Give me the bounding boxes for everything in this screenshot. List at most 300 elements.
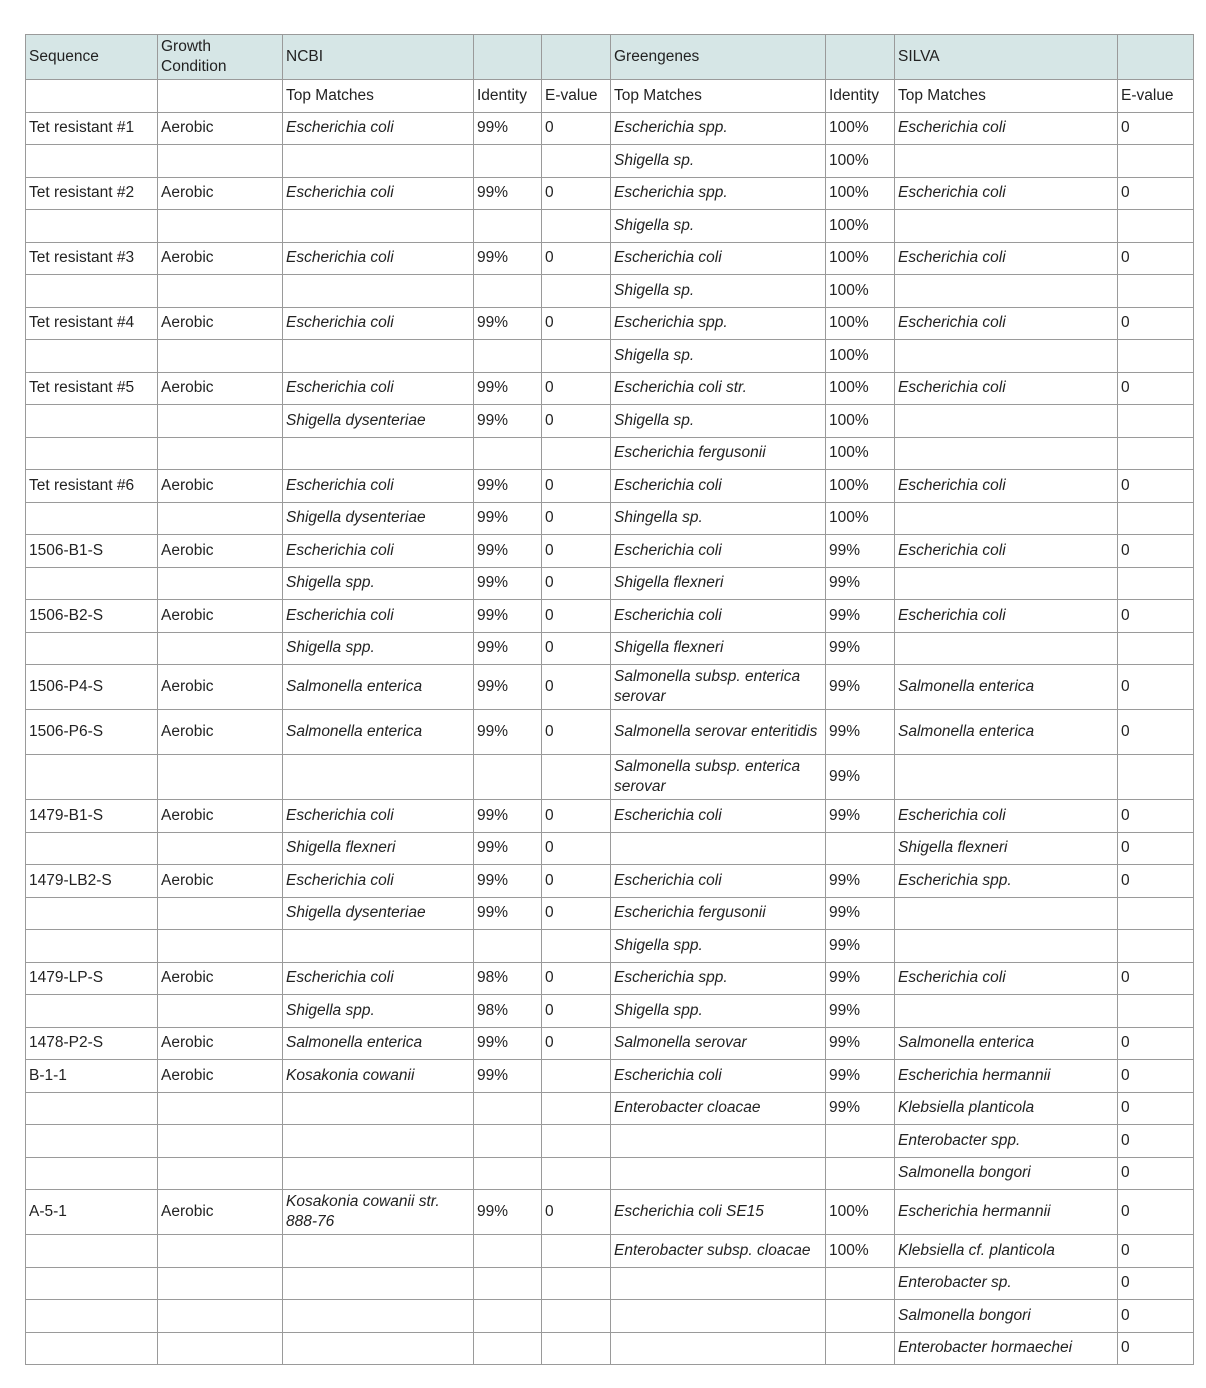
- growth-condition-cell: Aerobic: [158, 307, 283, 340]
- table-row: [26, 755, 1194, 800]
- table-row: [26, 1300, 1194, 1333]
- ncbi-evalue-cell: 0: [542, 832, 611, 865]
- ncbi-evalue-cell: [542, 1060, 611, 1093]
- table-row: [26, 1267, 1194, 1300]
- greengenes-match-cell: Escherichia spp.: [611, 177, 826, 210]
- sequence-cell: 1478-P2-S: [26, 1027, 158, 1060]
- sequence-cell: [26, 567, 158, 600]
- greengenes-identity-cell: 99%: [826, 897, 895, 930]
- table-row: [26, 930, 1194, 963]
- growth-condition-cell: [158, 930, 283, 963]
- table-row: [26, 1157, 1194, 1190]
- subheader-blank: [158, 80, 283, 113]
- sequence-cell: [26, 930, 158, 963]
- growth-condition-cell: [158, 210, 283, 243]
- table-row: [26, 665, 1194, 710]
- ncbi-match-cell: Shigella dysenteriae: [283, 897, 474, 930]
- sequence-cell: [26, 1235, 158, 1268]
- silva-match-cell: Enterobacter sp.: [895, 1267, 1118, 1300]
- silva-match-cell: [895, 437, 1118, 470]
- greengenes-identity-cell: [826, 1267, 895, 1300]
- header-greengenes: Greengenes: [611, 35, 826, 80]
- ncbi-identity-cell: [474, 340, 542, 373]
- table-row: [26, 710, 1194, 755]
- silva-evalue-cell: 0: [1118, 470, 1194, 503]
- silva-evalue-cell: 0: [1118, 665, 1194, 710]
- sequence-cell: Tet resistant #2: [26, 177, 158, 210]
- silva-match-cell: Salmonella enterica: [895, 665, 1118, 710]
- silva-evalue-cell: 0: [1118, 1190, 1194, 1235]
- ncbi-evalue-cell: [542, 1332, 611, 1365]
- greengenes-identity-cell: 99%: [826, 567, 895, 600]
- greengenes-match-cell: [611, 1300, 826, 1333]
- growth-condition-cell: [158, 832, 283, 865]
- sequence-cell: [26, 210, 158, 243]
- ncbi-match-cell: Escherichia coli: [283, 800, 474, 833]
- silva-match-cell: [895, 275, 1118, 308]
- greengenes-match-cell: Salmonella subsp. enterica serovar: [611, 665, 826, 710]
- silva-evalue-cell: 0: [1118, 962, 1194, 995]
- greengenes-identity-cell: [826, 1332, 895, 1365]
- greengenes-identity-cell: 100%: [826, 1190, 895, 1235]
- sequence-cell: 1506-B1-S: [26, 535, 158, 568]
- table-row: [26, 865, 1194, 898]
- silva-match-cell: [895, 210, 1118, 243]
- greengenes-identity-cell: 100%: [826, 177, 895, 210]
- greengenes-match-cell: Shingella sp.: [611, 502, 826, 535]
- ncbi-evalue-cell: [542, 1157, 611, 1190]
- greengenes-identity-cell: 100%: [826, 307, 895, 340]
- greengenes-match-cell: Shigella sp.: [611, 145, 826, 178]
- greengenes-identity-cell: 100%: [826, 112, 895, 145]
- header-row: [26, 35, 1194, 80]
- ncbi-evalue-cell: 0: [542, 242, 611, 275]
- ncbi-evalue-cell: [542, 1300, 611, 1333]
- greengenes-identity-cell: 99%: [826, 1092, 895, 1125]
- greengenes-match-cell: Shigella sp.: [611, 275, 826, 308]
- table-row: [26, 405, 1194, 438]
- growth-condition-cell: [158, 437, 283, 470]
- table-row: [26, 145, 1194, 178]
- growth-condition-cell: Aerobic: [158, 865, 283, 898]
- silva-match-cell: Escherichia coli: [895, 470, 1118, 503]
- silva-evalue-cell: 0: [1118, 177, 1194, 210]
- greengenes-identity-cell: 100%: [826, 1235, 895, 1268]
- silva-evalue-cell: 0: [1118, 1332, 1194, 1365]
- sequence-cell: 1506-P4-S: [26, 665, 158, 710]
- growth-condition-cell: [158, 340, 283, 373]
- header-blank: [474, 35, 542, 80]
- sequence-cell: [26, 897, 158, 930]
- table-row: [26, 502, 1194, 535]
- sequence-cell: B-1-1: [26, 1060, 158, 1093]
- growth-condition-cell: [158, 567, 283, 600]
- results-table: [25, 34, 1194, 1365]
- subheader-row: [26, 80, 1194, 113]
- greengenes-identity-cell: 100%: [826, 242, 895, 275]
- ncbi-match-cell: Escherichia coli: [283, 372, 474, 405]
- ncbi-identity-cell: [474, 1092, 542, 1125]
- greengenes-identity-cell: 99%: [826, 600, 895, 633]
- greengenes-identity-cell: [826, 832, 895, 865]
- growth-condition-cell: Aerobic: [158, 1060, 283, 1093]
- greengenes-identity-cell: [826, 1125, 895, 1158]
- silva-match-cell: [895, 995, 1118, 1028]
- greengenes-match-cell: Shigella flexneri: [611, 567, 826, 600]
- ncbi-identity-header: Identity: [474, 80, 542, 113]
- ncbi-match-cell: [283, 275, 474, 308]
- silva-match-cell: [895, 405, 1118, 438]
- ncbi-match-cell: [283, 340, 474, 373]
- sequence-cell: [26, 632, 158, 665]
- growth-condition-cell: [158, 632, 283, 665]
- ncbi-identity-cell: [474, 1157, 542, 1190]
- silva-match-cell: [895, 340, 1118, 373]
- ncbi-evalue-cell: [542, 145, 611, 178]
- sequence-cell: [26, 1092, 158, 1125]
- greengenes-match-cell: Salmonella serovar: [611, 1027, 826, 1060]
- ncbi-evalue-cell: [542, 437, 611, 470]
- sequence-cell: Tet resistant #6: [26, 470, 158, 503]
- greengenes-match-cell: Enterobacter cloacae: [611, 1092, 826, 1125]
- greengenes-match-cell: Escherichia coli: [611, 535, 826, 568]
- silva-match-cell: Escherichia coli: [895, 307, 1118, 340]
- ncbi-identity-cell: [474, 437, 542, 470]
- silva-evalue-cell: 0: [1118, 832, 1194, 865]
- greengenes-match-cell: Shigella sp.: [611, 210, 826, 243]
- growth-condition-cell: [158, 1300, 283, 1333]
- ncbi-identity-cell: 99%: [474, 567, 542, 600]
- silva-match-cell: Escherichia coli: [895, 112, 1118, 145]
- silva-evalue-cell: [1118, 437, 1194, 470]
- table-row: [26, 1060, 1194, 1093]
- ncbi-evalue-cell: 0: [542, 600, 611, 633]
- greengenes-identity-cell: 100%: [826, 340, 895, 373]
- header-blank: [542, 35, 611, 80]
- greengenes-match-cell: Shigella sp.: [611, 405, 826, 438]
- ncbi-match-cell: Escherichia coli: [283, 242, 474, 275]
- ncbi-match-cell: [283, 1125, 474, 1158]
- silva-match-cell: Escherichia hermannii: [895, 1060, 1118, 1093]
- ncbi-evalue-cell: 0: [542, 372, 611, 405]
- sequence-cell: 1479-LP-S: [26, 962, 158, 995]
- growth-condition-cell: [158, 502, 283, 535]
- growth-condition-cell: Aerobic: [158, 1027, 283, 1060]
- ncbi-evalue-cell: [542, 275, 611, 308]
- sequence-cell: Tet resistant #1: [26, 112, 158, 145]
- silva-evalue-cell: 0: [1118, 1235, 1194, 1268]
- ncbi-identity-cell: 99%: [474, 1060, 542, 1093]
- ncbi-match-cell: [283, 1300, 474, 1333]
- table-row: [26, 567, 1194, 600]
- sequence-cell: [26, 340, 158, 373]
- growth-condition-cell: Aerobic: [158, 112, 283, 145]
- greengenes-match-cell: [611, 1157, 826, 1190]
- ncbi-evalue-cell: 0: [542, 567, 611, 600]
- sequence-cell: [26, 437, 158, 470]
- ncbi-identity-cell: [474, 210, 542, 243]
- greengenes-identity-cell: 100%: [826, 210, 895, 243]
- growth-condition-cell: Aerobic: [158, 600, 283, 633]
- ncbi-evalue-cell: [542, 1235, 611, 1268]
- ncbi-identity-cell: [474, 145, 542, 178]
- ncbi-evalue-cell: [542, 340, 611, 373]
- ncbi-evalue-cell: 0: [542, 470, 611, 503]
- ncbi-identity-cell: [474, 930, 542, 963]
- ncbi-evalue-cell: 0: [542, 800, 611, 833]
- ncbi-evalue-cell: [542, 1125, 611, 1158]
- header-ncbi: NCBI: [283, 35, 474, 80]
- silva-match-cell: Escherichia coli: [895, 800, 1118, 833]
- ncbi-match-cell: Salmonella enterica: [283, 710, 474, 755]
- table-row: [26, 307, 1194, 340]
- ncbi-evalue-cell: [542, 1267, 611, 1300]
- silva-evalue-cell: 0: [1118, 1027, 1194, 1060]
- table-row: [26, 437, 1194, 470]
- ncbi-identity-cell: 99%: [474, 710, 542, 755]
- sequence-cell: Tet resistant #5: [26, 372, 158, 405]
- table-row: [26, 372, 1194, 405]
- greengenes-match-cell: Escherichia coli: [611, 470, 826, 503]
- ncbi-evalue-cell: 0: [542, 535, 611, 568]
- table-row: [26, 995, 1194, 1028]
- table-row: [26, 1190, 1194, 1235]
- greengenes-match-cell: Shigella flexneri: [611, 632, 826, 665]
- ncbi-match-cell: Escherichia coli: [283, 112, 474, 145]
- greengenes-identity-header: Identity: [826, 80, 895, 113]
- greengenes-match-cell: Enterobacter subsp. cloacae: [611, 1235, 826, 1268]
- ncbi-identity-cell: 99%: [474, 832, 542, 865]
- greengenes-identity-cell: 100%: [826, 145, 895, 178]
- greengenes-match-cell: [611, 1125, 826, 1158]
- ncbi-evalue-cell: 0: [542, 1027, 611, 1060]
- ncbi-evalue-cell: 0: [542, 307, 611, 340]
- table-row: [26, 535, 1194, 568]
- ncbi-identity-cell: [474, 1125, 542, 1158]
- sequence-cell: [26, 502, 158, 535]
- sequence-cell: 1506-B2-S: [26, 600, 158, 633]
- silva-evalue-cell: 0: [1118, 372, 1194, 405]
- ncbi-evalue-cell: [542, 210, 611, 243]
- ncbi-identity-cell: [474, 1332, 542, 1365]
- sequence-cell: 1479-LB2-S: [26, 865, 158, 898]
- silva-match-cell: Enterobacter spp.: [895, 1125, 1118, 1158]
- greengenes-identity-cell: 99%: [826, 632, 895, 665]
- growth-condition-cell: [158, 405, 283, 438]
- ncbi-match-cell: [283, 755, 474, 800]
- growth-condition-cell: Aerobic: [158, 470, 283, 503]
- silva-evalue-cell: 0: [1118, 1125, 1194, 1158]
- ncbi-match-cell: Salmonella enterica: [283, 1027, 474, 1060]
- greengenes-identity-cell: 99%: [826, 1027, 895, 1060]
- greengenes-identity-cell: 100%: [826, 405, 895, 438]
- ncbi-identity-cell: 99%: [474, 112, 542, 145]
- ncbi-identity-cell: 99%: [474, 470, 542, 503]
- greengenes-identity-cell: 99%: [826, 535, 895, 568]
- sequence-cell: Tet resistant #4: [26, 307, 158, 340]
- growth-condition-cell: Aerobic: [158, 242, 283, 275]
- ncbi-match-cell: Shigella spp.: [283, 995, 474, 1028]
- silva-match-cell: Escherichia hermannii: [895, 1190, 1118, 1235]
- growth-condition-cell: [158, 755, 283, 800]
- greengenes-match-cell: Escherichia coli SE15: [611, 1190, 826, 1235]
- greengenes-identity-cell: 100%: [826, 470, 895, 503]
- greengenes-match-cell: Shigella spp.: [611, 995, 826, 1028]
- growth-condition-cell: [158, 145, 283, 178]
- greengenes-match-cell: Escherichia coli: [611, 800, 826, 833]
- subheader-blank: [26, 80, 158, 113]
- ncbi-match-cell: Escherichia coli: [283, 177, 474, 210]
- silva-evalue-cell: 0: [1118, 600, 1194, 633]
- silva-match-cell: Escherichia coli: [895, 600, 1118, 633]
- ncbi-identity-cell: [474, 1300, 542, 1333]
- silva-match-cell: Shigella flexneri: [895, 832, 1118, 865]
- ncbi-identity-cell: 99%: [474, 800, 542, 833]
- silva-evalue-cell: 0: [1118, 1092, 1194, 1125]
- silva-match-cell: Escherichia coli: [895, 177, 1118, 210]
- table-row: [26, 1092, 1194, 1125]
- greengenes-identity-cell: 100%: [826, 275, 895, 308]
- header-growth-condition: Growth Condition: [158, 35, 283, 80]
- silva-evalue-cell: 0: [1118, 800, 1194, 833]
- growth-condition-cell: [158, 1092, 283, 1125]
- greengenes-match-cell: Escherichia coli: [611, 1060, 826, 1093]
- ncbi-identity-cell: 99%: [474, 632, 542, 665]
- ncbi-evalue-cell: 0: [542, 962, 611, 995]
- ncbi-identity-cell: [474, 1235, 542, 1268]
- silva-match-cell: Escherichia coli: [895, 242, 1118, 275]
- growth-condition-cell: [158, 995, 283, 1028]
- silva-evalue-cell: 0: [1118, 1267, 1194, 1300]
- silva-match-cell: Salmonella enterica: [895, 710, 1118, 755]
- greengenes-identity-cell: 99%: [826, 1060, 895, 1093]
- greengenes-match-cell: Escherichia coli: [611, 600, 826, 633]
- table-row: [26, 1235, 1194, 1268]
- greengenes-top-matches-header: Top Matches: [611, 80, 826, 113]
- ncbi-identity-cell: 99%: [474, 535, 542, 568]
- ncbi-match-cell: [283, 210, 474, 243]
- silva-match-cell: Escherichia spp.: [895, 865, 1118, 898]
- sequence-cell: [26, 1300, 158, 1333]
- ncbi-top-matches-header: Top Matches: [283, 80, 474, 113]
- silva-evalue-cell: 0: [1118, 535, 1194, 568]
- silva-match-cell: [895, 930, 1118, 963]
- silva-evalue-cell: 0: [1118, 307, 1194, 340]
- silva-match-cell: Enterobacter hormaechei: [895, 1332, 1118, 1365]
- greengenes-match-cell: Escherichia spp.: [611, 307, 826, 340]
- silva-evalue-cell: [1118, 755, 1194, 800]
- sequence-cell: [26, 1157, 158, 1190]
- ncbi-identity-cell: 99%: [474, 177, 542, 210]
- table-row: [26, 600, 1194, 633]
- sequence-cell: [26, 405, 158, 438]
- greengenes-match-cell: Escherichia fergusonii: [611, 437, 826, 470]
- ncbi-identity-cell: 99%: [474, 865, 542, 898]
- sequence-cell: A-5-1: [26, 1190, 158, 1235]
- silva-evalue-cell: 0: [1118, 112, 1194, 145]
- ncbi-match-cell: Escherichia coli: [283, 470, 474, 503]
- greengenes-identity-cell: 100%: [826, 372, 895, 405]
- silva-match-cell: [895, 632, 1118, 665]
- greengenes-match-cell: [611, 1332, 826, 1365]
- greengenes-match-cell: [611, 832, 826, 865]
- ncbi-identity-cell: [474, 275, 542, 308]
- ncbi-match-cell: Shigella flexneri: [283, 832, 474, 865]
- ncbi-match-cell: Shigella dysenteriae: [283, 502, 474, 535]
- silva-match-cell: [895, 755, 1118, 800]
- greengenes-identity-cell: [826, 1300, 895, 1333]
- greengenes-identity-cell: 99%: [826, 665, 895, 710]
- greengenes-match-cell: Escherichia fergusonii: [611, 897, 826, 930]
- silva-evalue-cell: [1118, 275, 1194, 308]
- growth-condition-cell: Aerobic: [158, 177, 283, 210]
- table-row: [26, 897, 1194, 930]
- growth-condition-cell: Aerobic: [158, 800, 283, 833]
- ncbi-identity-cell: 99%: [474, 502, 542, 535]
- silva-match-cell: [895, 145, 1118, 178]
- greengenes-identity-cell: 100%: [826, 502, 895, 535]
- ncbi-identity-cell: 99%: [474, 897, 542, 930]
- header-sequence: Sequence: [26, 35, 158, 80]
- sequence-cell: [26, 1332, 158, 1365]
- ncbi-evalue-cell: 0: [542, 405, 611, 438]
- ncbi-match-cell: [283, 1235, 474, 1268]
- greengenes-match-cell: Escherichia spp.: [611, 962, 826, 995]
- ncbi-match-cell: Shigella spp.: [283, 567, 474, 600]
- ncbi-identity-cell: 99%: [474, 665, 542, 710]
- ncbi-match-cell: Salmonella enterica: [283, 665, 474, 710]
- growth-condition-cell: [158, 1157, 283, 1190]
- silva-match-cell: Salmonella enterica: [895, 1027, 1118, 1060]
- ncbi-evalue-cell: 0: [542, 995, 611, 1028]
- ncbi-evalue-cell: 0: [542, 112, 611, 145]
- ncbi-identity-cell: [474, 1267, 542, 1300]
- ncbi-evalue-cell: 0: [542, 1190, 611, 1235]
- silva-evalue-cell: [1118, 897, 1194, 930]
- silva-match-cell: Klebsiella cf. planticola: [895, 1235, 1118, 1268]
- table-row: [26, 112, 1194, 145]
- ncbi-match-cell: [283, 1092, 474, 1125]
- sequence-cell: [26, 832, 158, 865]
- silva-evalue-cell: 0: [1118, 1060, 1194, 1093]
- silva-match-cell: Escherichia coli: [895, 372, 1118, 405]
- silva-evalue-cell: 0: [1118, 865, 1194, 898]
- sequence-cell: [26, 995, 158, 1028]
- growth-condition-cell: [158, 1267, 283, 1300]
- silva-match-cell: Salmonella bongori: [895, 1157, 1118, 1190]
- silva-evalue-header: E-value: [1118, 80, 1194, 113]
- ncbi-match-cell: [283, 1157, 474, 1190]
- sequence-cell: [26, 755, 158, 800]
- ncbi-identity-cell: 99%: [474, 307, 542, 340]
- growth-condition-cell: [158, 275, 283, 308]
- ncbi-evalue-cell: 0: [542, 710, 611, 755]
- table-row: [26, 632, 1194, 665]
- sequence-cell: [26, 1125, 158, 1158]
- ncbi-identity-cell: [474, 755, 542, 800]
- table-row: [26, 962, 1194, 995]
- silva-evalue-cell: [1118, 567, 1194, 600]
- ncbi-match-cell: Shigella dysenteriae: [283, 405, 474, 438]
- silva-evalue-cell: [1118, 405, 1194, 438]
- header-blank: [826, 35, 895, 80]
- growth-condition-cell: Aerobic: [158, 535, 283, 568]
- ncbi-evalue-cell: 0: [542, 665, 611, 710]
- greengenes-identity-cell: 100%: [826, 437, 895, 470]
- sequence-cell: [26, 1267, 158, 1300]
- ncbi-match-cell: [283, 1267, 474, 1300]
- silva-evalue-cell: 0: [1118, 242, 1194, 275]
